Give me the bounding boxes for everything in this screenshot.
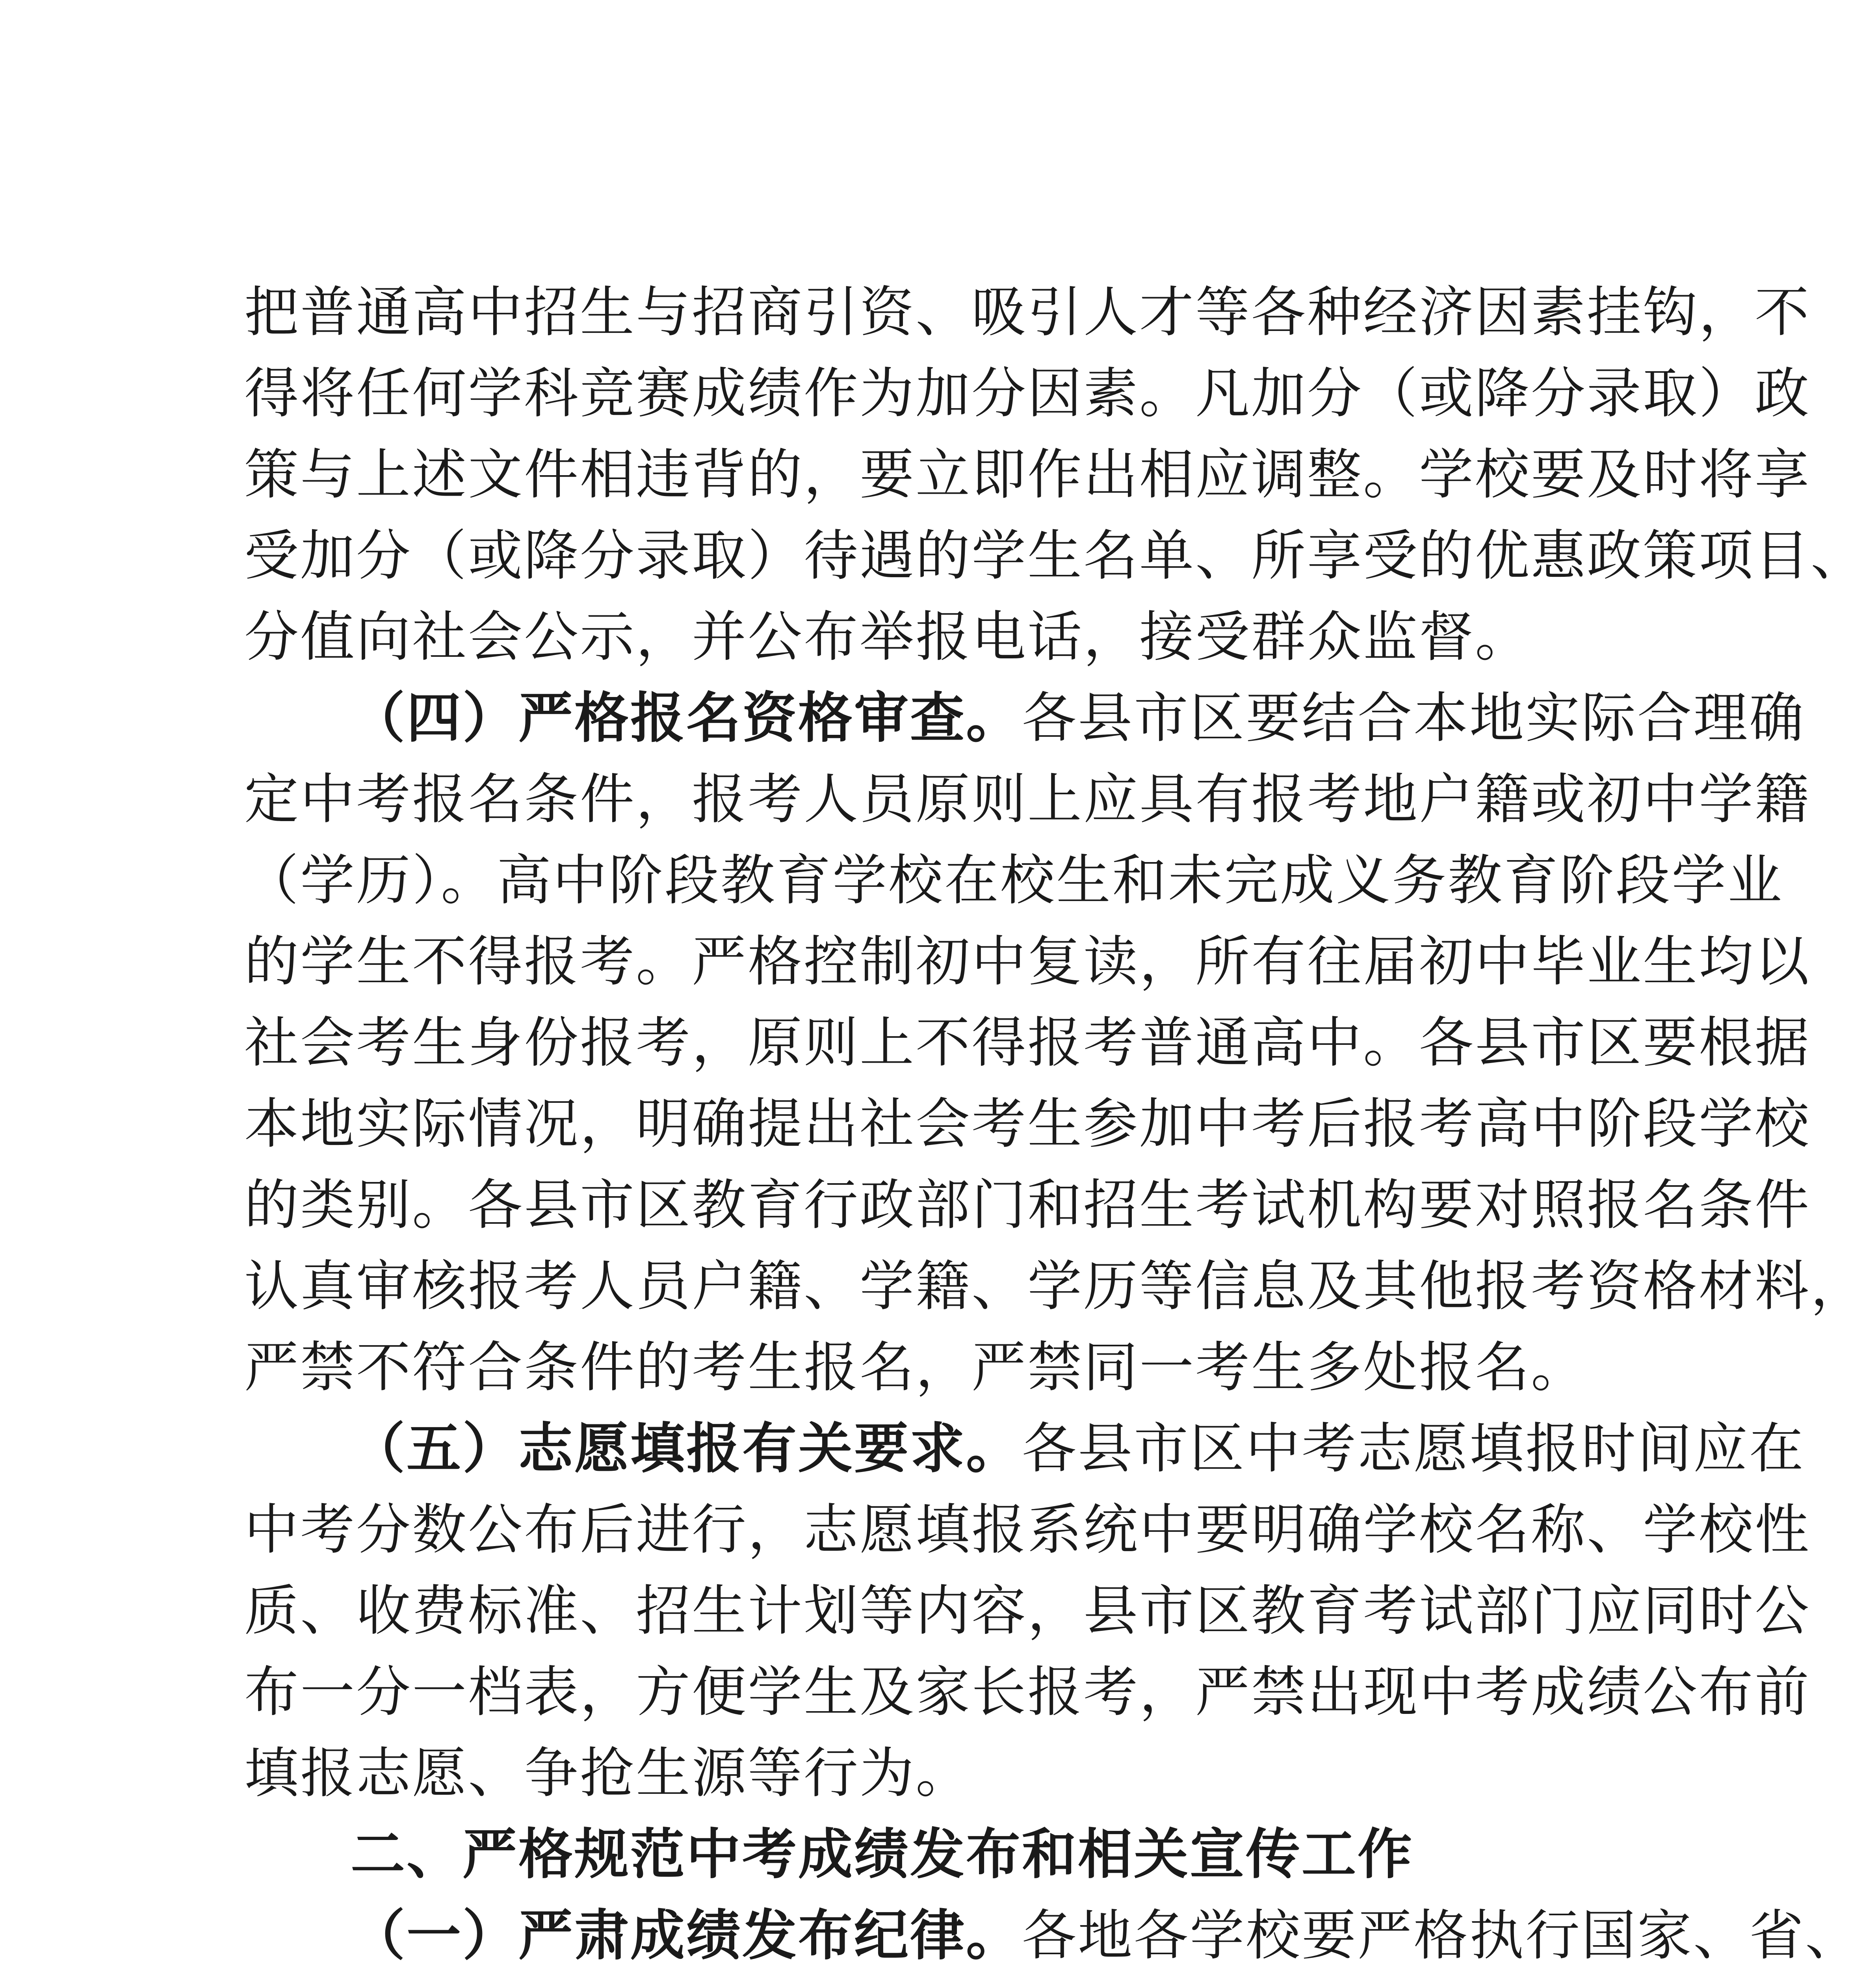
- paragraph-score-release: [244, 1895, 1861, 1970]
- text-line: 把普通高中招生与招商引资、吸引人才等各种经济因素挂钩，不: [244, 281, 1811, 344]
- text-line: 定中考报名条件，报考人员原则上应具有报考地户籍或初中学籍: [244, 768, 1811, 831]
- text-line: [244, 678, 1805, 759]
- paragraph-title: （四）严格报名资格审查。: [351, 686, 1022, 750]
- text-line: 得将任何学科竞赛成绩作为加分因素。凡加分（或降分录取）政: [244, 362, 1811, 425]
- text-line: 受加分（或降分录取）待遇的学生名单、所享受的优惠政策项目、: [244, 524, 1867, 587]
- paragraph-continuation: [244, 272, 1867, 678]
- text-line: 本地实际情况，明确提出社会考生参加中考后报考高中阶段学校: [244, 1092, 1811, 1156]
- document-page: [244, 272, 1867, 1970]
- text-line: 质、收费标准、招生计划等内容，县市区教育考试部门应同时公: [244, 1579, 1811, 1643]
- paragraph-title: （一）严肃成绩发布纪律。: [351, 1904, 1022, 1967]
- paragraph-first-line: 各县市区要结合本地实际合理确: [1022, 686, 1805, 750]
- text-line: 的类别。各县市区教育行政部门和招生考试机构要对照报名条件: [244, 1173, 1811, 1237]
- section-heading: 二、严格规范中考成绩发布和相关宣传工作: [351, 1823, 1414, 1886]
- paragraph-application-requirements: [244, 1408, 1811, 1814]
- text-line: [244, 1408, 1805, 1489]
- paragraph-first-line: 各县市区中考志愿填报时间应在: [1022, 1417, 1805, 1480]
- paragraph-registration-review: [244, 678, 1867, 1408]
- text-line: 策与上述文件相违背的，要立即作出相应调整。学校要及时将享: [244, 443, 1811, 506]
- paragraph-title: （五）志愿填报有关要求。: [351, 1417, 1022, 1480]
- paragraph-first-line: 各地各学校要严格执行国家、省、: [1022, 1904, 1861, 1967]
- text-line: [244, 1895, 1861, 1970]
- text-line: 的学生不得报考。严格控制初中复读，所有往届初中毕业生均以: [244, 930, 1811, 993]
- text-line: 社会考生身份报考，原则上不得报考普通高中。各县市区要根据: [244, 1011, 1811, 1074]
- text-line: 中考分数公布后进行，志愿填报系统中要明确学校名称、学校性: [244, 1498, 1811, 1561]
- text-line: 严禁不符合条件的考生报名，严禁同一考生多处报名。: [244, 1336, 1587, 1399]
- text-line: 认真审核报考人员户籍、学籍、学历等信息及其他报考资格材料，: [244, 1254, 1867, 1318]
- text-line: 填报志愿、争抢生源等行为。: [244, 1741, 972, 1805]
- text-line: 分值向社会公示，并公布举报电话，接受群众监督。: [244, 605, 1531, 669]
- text-line: 布一分一档表，方便学生及家长报考，严禁出现中考成绩公布前: [244, 1660, 1811, 1724]
- text-line: （学历）。高中阶段教育学校在校生和未完成义务教育阶段学业: [244, 849, 1784, 912]
